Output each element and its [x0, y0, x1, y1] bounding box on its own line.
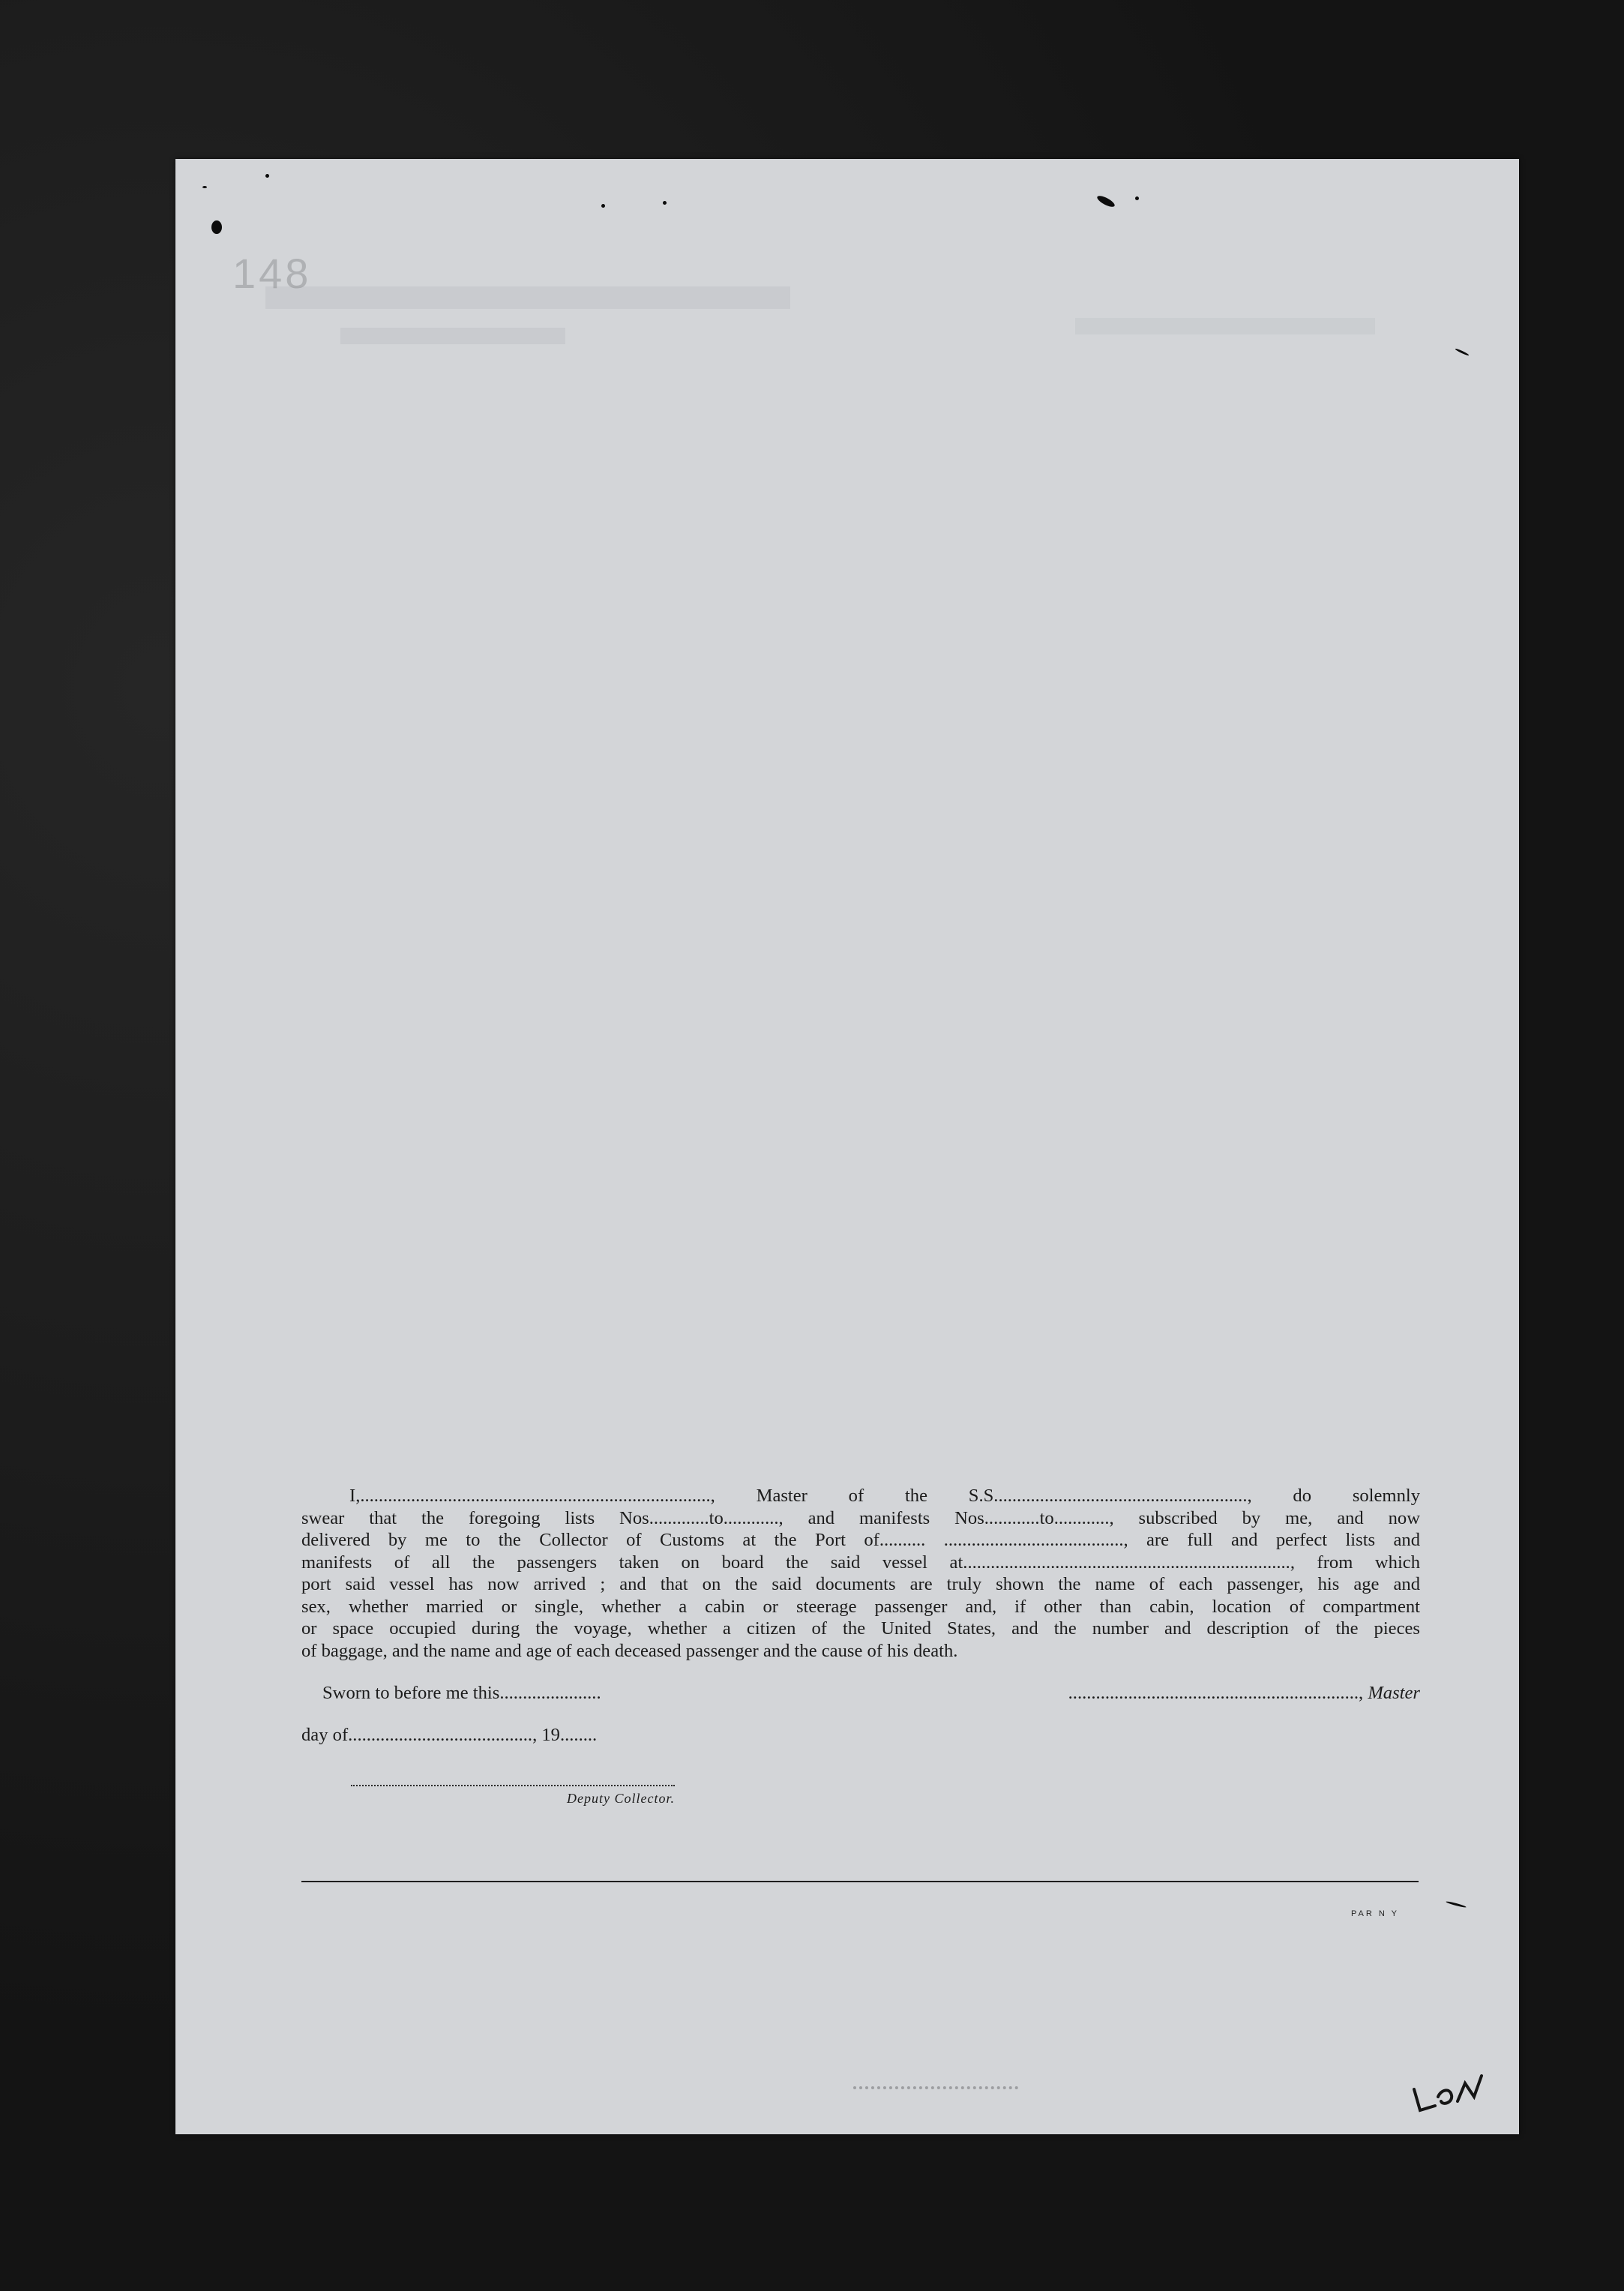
document-page — [175, 159, 1519, 2134]
oath-line: of baggage, and the name and age of each deceased passenger and the cause of his death. — [301, 1640, 958, 1661]
scan-speck — [1446, 1900, 1467, 1908]
scan-speck — [601, 204, 605, 208]
scan-speck — [1455, 348, 1469, 356]
scan-speck — [1135, 196, 1139, 200]
bleed-through-number: 148 — [232, 250, 312, 297]
master-signature-line — [964, 1683, 1420, 1704]
oath-paragraph — [301, 1485, 1420, 1662]
scan-speck — [202, 186, 207, 188]
oath-line: swear that the foregoing lists Nos.............to............, and manifests Nos............to............, subscribed by me, and now — [301, 1507, 1420, 1528]
oath-line: delivered by me to the Collector of Customs at the Port of.......... ......................................., are full and perfect lists and — [301, 1530, 1420, 1550]
master-dots: ..............................................................., — [1068, 1683, 1368, 1703]
scan-speck — [1095, 193, 1116, 208]
oath-line: I,............................................................................, Master of the S.S......................................................., do solemnly — [349, 1486, 1420, 1506]
scan-speck — [663, 201, 667, 205]
oath-line: or space occupied during the voyage, whether a citizen of the United States, and the number and description of the pieces — [301, 1618, 1420, 1639]
oath-line: sex, whether married or single, whether a cabin or steerage passenger and, if other than cabin, location of compartment — [301, 1596, 1420, 1617]
scan-speck — [211, 220, 222, 234]
handwritten-page-mark-icon — [1405, 2067, 1495, 2119]
sworn-line: Sworn to before me this...................... — [322, 1683, 601, 1703]
bleed-through-smudge — [1075, 318, 1375, 334]
printer-mark: PAR N Y — [1351, 1909, 1399, 1918]
bleed-through-smudge — [265, 286, 790, 309]
bottom-divider — [301, 1881, 1419, 1882]
bleed-through-smudge — [340, 328, 565, 344]
master-label: Master — [1368, 1683, 1420, 1703]
scan-speck — [265, 174, 269, 178]
oath-line: manifests of all the passengers taken on board the said vessel at......................................................................., from which — [301, 1552, 1420, 1573]
oath-line: port said vessel has now arrived ; and that on the said documents are truly shown the name of each passenger, his age and — [301, 1574, 1420, 1594]
deputy-collector-label: Deputy Collector. — [567, 1791, 675, 1806]
day-of-line: day of........................................, 19........ — [301, 1725, 598, 1745]
deputy-signature-rule — [351, 1785, 675, 1786]
faint-dotted-mark — [853, 2086, 1018, 2089]
